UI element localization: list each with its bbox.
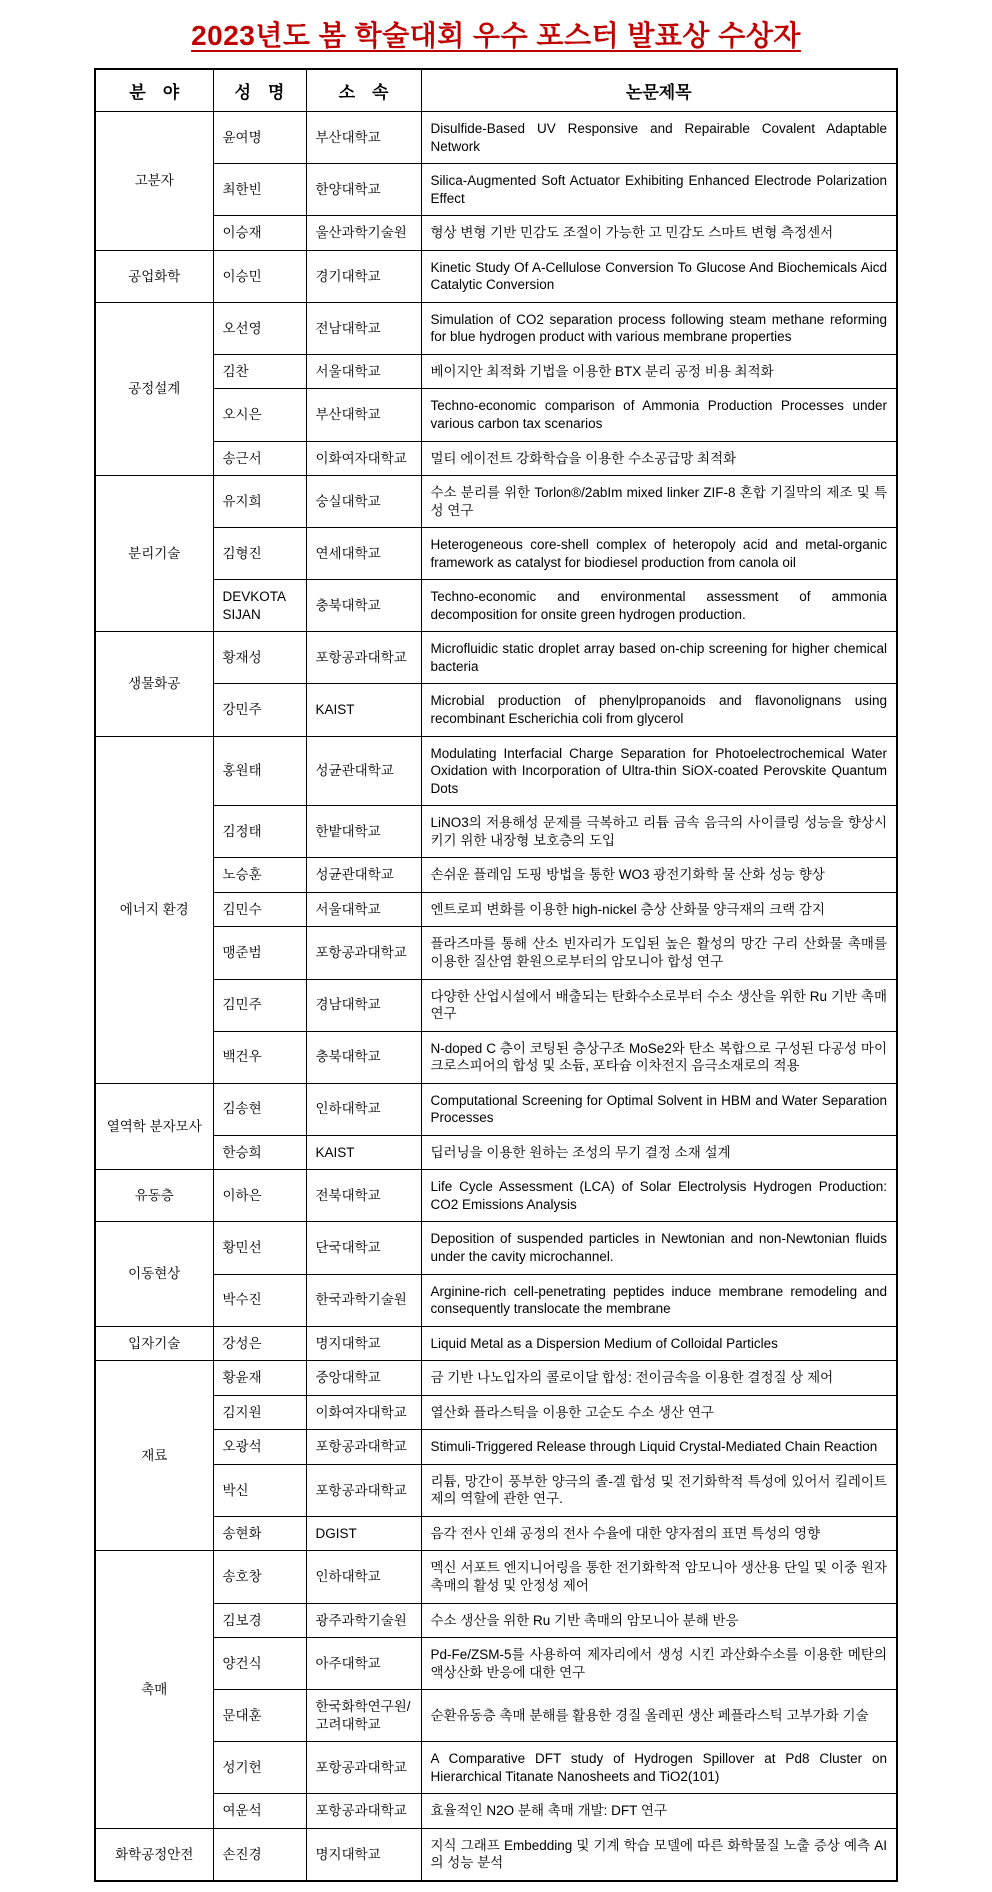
table-row (95, 1135, 897, 1170)
paper-title-cell: Kinetic Study Of A-Cellulose Conversion To Glucose And Biochemicals Aicd Catalytic Conversion (421, 250, 897, 302)
header-name: 성 명 (213, 69, 306, 112)
table-body (95, 112, 897, 1882)
affiliation-cell: 인하대학교 (306, 1551, 421, 1603)
name-cell: 황재성 (213, 632, 306, 684)
paper-title-cell: 엔트로피 변화를 이용한 high-nickel 층상 산화물 양극재의 크랙 감지 (421, 892, 897, 927)
table-row (95, 858, 897, 893)
table-row (95, 1222, 897, 1274)
name-cell: 여운석 (213, 1794, 306, 1829)
header-paper-title: 논문제목 (421, 69, 897, 112)
affiliation-cell: 포항공과대학교 (306, 1464, 421, 1516)
table-row (95, 302, 897, 354)
name-cell: 성기헌 (213, 1742, 306, 1794)
table-row (95, 1742, 897, 1794)
name-cell: 김지원 (213, 1395, 306, 1430)
name-cell: 김민수 (213, 892, 306, 927)
table-row (95, 1326, 897, 1361)
table-row (95, 1361, 897, 1396)
name-cell: 박신 (213, 1464, 306, 1516)
field-cell: 재료 (95, 1361, 213, 1551)
affiliation-cell: 광주과학기술원 (306, 1603, 421, 1638)
affiliation-cell: 성균관대학교 (306, 858, 421, 893)
name-cell: 김민주 (213, 979, 306, 1031)
affiliation-cell: 충북대학교 (306, 580, 421, 632)
field-cell: 이동현상 (95, 1222, 213, 1326)
paper-title-cell: 지식 그래프 Embedding 및 기계 학습 모델에 따른 화학물질 노출 증상 예측 AI의 성능 분석 (421, 1828, 897, 1881)
table-row (95, 736, 897, 806)
name-cell: 문대훈 (213, 1690, 306, 1742)
name-cell: 김형진 (213, 528, 306, 580)
affiliation-cell: 한국과학기술원 (306, 1274, 421, 1326)
affiliation-cell: 포항공과대학교 (306, 1742, 421, 1794)
paper-title-cell: 멀티 에이전트 강화학습을 이용한 수소공급망 최적화 (421, 441, 897, 476)
field-cell: 공정설계 (95, 302, 213, 475)
table-row (95, 806, 897, 858)
header-row (95, 69, 897, 112)
name-cell: 백건우 (213, 1031, 306, 1083)
paper-title-cell: LiNO3의 저용해성 문제를 극복하고 리튬 금속 음극의 사이클링 성능을 향상시키기 위한 내장형 보호층의 도입 (421, 806, 897, 858)
table-row (95, 580, 897, 632)
name-cell: 김정태 (213, 806, 306, 858)
name-cell: 손진경 (213, 1828, 306, 1881)
affiliation-cell: 이화여자대학교 (306, 441, 421, 476)
table-row (95, 250, 897, 302)
name-cell: 이승민 (213, 250, 306, 302)
affiliation-cell: 서울대학교 (306, 892, 421, 927)
paper-title-cell: 효율적인 N2O 분해 촉매 개발: DFT 연구 (421, 1794, 897, 1829)
paper-title-cell: Heterogeneous core-shell complex of heteropoly acid and metal-organic framework as catalyst for biodiesel production from canola oil (421, 528, 897, 580)
paper-title-cell: 열산화 플라스틱을 이용한 고순도 수소 생산 연구 (421, 1395, 897, 1430)
field-cell: 생물화공 (95, 632, 213, 736)
table-row (95, 112, 897, 164)
paper-title-cell: 멕신 서포트 엔지니어링을 통한 전기화학적 암모니아 생산용 단일 및 이중 원자 촉매의 활성 및 안정성 제어 (421, 1551, 897, 1603)
field-cell: 열역학 분자모사 (95, 1083, 213, 1170)
affiliation-cell: 울산과학기술원 (306, 216, 421, 251)
name-cell: 박수진 (213, 1274, 306, 1326)
paper-title-cell: 손쉬운 플레임 도핑 방법을 통한 WO3 광전기화학 물 산화 성능 향상 (421, 858, 897, 893)
field-cell: 촉매 (95, 1551, 213, 1828)
name-cell: 김찬 (213, 354, 306, 389)
table-row (95, 389, 897, 441)
paper-title-cell: Microfluidic static droplet array based on-chip screening for higher chemical bacteria (421, 632, 897, 684)
affiliation-cell: 포항공과대학교 (306, 1794, 421, 1829)
affiliation-cell: 명지대학교 (306, 1828, 421, 1881)
table-row (95, 164, 897, 216)
affiliation-cell: 부산대학교 (306, 112, 421, 164)
paper-title-cell: 딥러닝을 이용한 원하는 조성의 무기 결정 소재 설계 (421, 1135, 897, 1170)
affiliation-cell: 한양대학교 (306, 164, 421, 216)
table-row (95, 927, 897, 979)
table-row (95, 476, 897, 528)
table-row (95, 528, 897, 580)
table-row (95, 1603, 897, 1638)
name-cell: 오선영 (213, 302, 306, 354)
page-title-wrap (0, 14, 992, 54)
name-cell: 강민주 (213, 684, 306, 736)
affiliation-cell: 부산대학교 (306, 389, 421, 441)
affiliation-cell: 전북대학교 (306, 1170, 421, 1222)
field-cell: 고분자 (95, 112, 213, 251)
affiliation-cell: 전남대학교 (306, 302, 421, 354)
name-cell: 맹준범 (213, 927, 306, 979)
table-row (95, 632, 897, 684)
affiliation-cell: 한국화학연구원/고려대학교 (306, 1690, 421, 1742)
name-cell: 윤여명 (213, 112, 306, 164)
table-row (95, 1031, 897, 1083)
table-row (95, 979, 897, 1031)
name-cell: 송근서 (213, 441, 306, 476)
affiliation-cell: 포항공과대학교 (306, 1430, 421, 1465)
header-affiliation: 소 속 (306, 69, 421, 112)
paper-title-cell: Deposition of suspended particles in Newtonian and non-Newtonian fluids under the cavity microchannel. (421, 1222, 897, 1274)
table-row (95, 1828, 897, 1881)
name-cell: 이승재 (213, 216, 306, 251)
paper-title-cell: Simulation of CO2 separation process following steam methane reforming for blue hydrogen product with various membrane properties (421, 302, 897, 354)
paper-title-cell: 다양한 산업시설에서 배출되는 탄화수소로부터 수소 생산을 위한 Ru 기반 촉매 연구 (421, 979, 897, 1031)
paper-title-cell: 순환유동층 촉매 분해를 활용한 경질 올레핀 생산 페플라스틱 고부가화 기술 (421, 1690, 897, 1742)
affiliation-cell: 경남대학교 (306, 979, 421, 1031)
affiliation-cell: DGIST (306, 1516, 421, 1551)
table-row (95, 1395, 897, 1430)
paper-title-cell: Liquid Metal as a Dispersion Medium of Colloidal Particles (421, 1326, 897, 1361)
affiliation-cell: KAIST (306, 684, 421, 736)
table-header (95, 69, 897, 112)
paper-title-cell: 금 기반 나노입자의 콜로이달 합성: 전이금속을 이용한 결정질 상 제어 (421, 1361, 897, 1396)
name-cell: 이하은 (213, 1170, 306, 1222)
table-row (95, 1690, 897, 1742)
table-row (95, 441, 897, 476)
name-cell: 홍원태 (213, 736, 306, 806)
paper-title-cell: Life Cycle Assessment (LCA) of Solar Electrolysis Hydrogen Production: CO2 Emissions Analysis (421, 1170, 897, 1222)
paper-title-cell: N-doped C 층이 코팅된 층상구조 MoSe2와 탄소 복합으로 구성된 다공성 마이크로스피어의 합성 및 소듐, 포타슘 이차전지 음극소재로의 적용 (421, 1031, 897, 1083)
name-cell: 황윤재 (213, 1361, 306, 1396)
name-cell: 유지희 (213, 476, 306, 528)
name-cell: 양건식 (213, 1638, 306, 1690)
paper-title-cell: Modulating Interfacial Charge Separation for Photoelectrochemical Water Oxidation with Incorporation of Ultra-thin SiOX-coated Perovskite Quantum Dots (421, 736, 897, 806)
paper-title-cell: Techno-economic and environmental assessment of ammonia decomposition for onsite green hydrogen production. (421, 580, 897, 632)
name-cell: 강성은 (213, 1326, 306, 1361)
affiliation-cell: 서울대학교 (306, 354, 421, 389)
name-cell: DEVKOTA SIJAN (213, 580, 306, 632)
paper-title-cell: 음각 전사 인쇄 공정의 전사 수율에 대한 양자점의 표면 특성의 영향 (421, 1516, 897, 1551)
table-row (95, 684, 897, 736)
paper-title-cell: Arginine-rich cell-penetrating peptides induce membrane remodeling and consequently translocate the membrane (421, 1274, 897, 1326)
paper-title-cell: 플라즈마를 통해 산소 빈자리가 도입된 높은 활성의 망간 구리 산화물 촉매를 이용한 질산염 환원으로부터의 암모니아 합성 연구 (421, 927, 897, 979)
affiliation-cell: 중앙대학교 (306, 1361, 421, 1396)
field-cell: 분리기술 (95, 476, 213, 632)
awards-table (94, 68, 898, 1882)
field-cell: 공업화학 (95, 250, 213, 302)
name-cell: 노승훈 (213, 858, 306, 893)
paper-title-cell: Techno-economic comparison of Ammonia Production Processes under various carbon tax scenarios (421, 389, 897, 441)
table-row (95, 1516, 897, 1551)
header-field: 분 야 (95, 69, 213, 112)
table-row (95, 354, 897, 389)
paper-title-cell: 수소 생산을 위한 Ru 기반 촉매의 암모니아 분해 반응 (421, 1603, 897, 1638)
paper-title-cell: Disulfide-Based UV Responsive and Repairable Covalent Adaptable Network (421, 112, 897, 164)
affiliation-cell: 성균관대학교 (306, 736, 421, 806)
table-row (95, 1794, 897, 1829)
name-cell: 최한빈 (213, 164, 306, 216)
paper-title-cell: 수소 분리를 위한 Torlon®/2abIm mixed linker ZIF-8 혼합 기질막의 제조 및 특성 연구 (421, 476, 897, 528)
name-cell: 한승희 (213, 1135, 306, 1170)
paper-title-cell: 베이지안 최적화 기법을 이용한 BTX 분리 공정 비용 최적화 (421, 354, 897, 389)
page-title: 2023년도 봄 학술대회 우수 포스터 발표상 수상자 (191, 20, 801, 51)
name-cell: 오광석 (213, 1430, 306, 1465)
field-cell: 입자기술 (95, 1326, 213, 1361)
affiliation-cell: 이화여자대학교 (306, 1395, 421, 1430)
table-row (95, 1638, 897, 1690)
table-row (95, 892, 897, 927)
field-cell: 화학공정안전 (95, 1828, 213, 1881)
affiliation-cell: 숭실대학교 (306, 476, 421, 528)
affiliation-cell: 단국대학교 (306, 1222, 421, 1274)
paper-title-cell: Microbial production of phenylpropanoids and flavonolignans using recombinant Escherichia coli from glycerol (421, 684, 897, 736)
table-row (95, 1274, 897, 1326)
affiliation-cell: 명지대학교 (306, 1326, 421, 1361)
table-row (95, 1464, 897, 1516)
name-cell: 황민선 (213, 1222, 306, 1274)
affiliation-cell: 연세대학교 (306, 528, 421, 580)
name-cell: 오시은 (213, 389, 306, 441)
affiliation-cell: 인하대학교 (306, 1083, 421, 1135)
table-row (95, 1083, 897, 1135)
name-cell: 김보경 (213, 1603, 306, 1638)
paper-title-cell: Stimuli-Triggered Release through Liquid Crystal-Mediated Chain Reaction (421, 1430, 897, 1465)
field-cell: 에너지 환경 (95, 736, 213, 1083)
affiliation-cell: 포항공과대학교 (306, 632, 421, 684)
table-row (95, 1170, 897, 1222)
table-row (95, 1430, 897, 1465)
paper-title-cell: Computational Screening for Optimal Solvent in HBM and Water Separation Processes (421, 1083, 897, 1135)
field-cell: 유동층 (95, 1170, 213, 1222)
name-cell: 김송현 (213, 1083, 306, 1135)
affiliation-cell: 포항공과대학교 (306, 927, 421, 979)
affiliation-cell: 한밭대학교 (306, 806, 421, 858)
table-row (95, 216, 897, 251)
name-cell: 송호창 (213, 1551, 306, 1603)
paper-title-cell: 리튬, 망간이 풍부한 양극의 졸-겔 합성 및 전기화학적 특성에 있어서 킬레이트제의 역할에 관한 연구. (421, 1464, 897, 1516)
affiliation-cell: KAIST (306, 1135, 421, 1170)
paper-title-cell: Pd-Fe/ZSM-5를 사용하여 제자리에서 생성 시킨 과산화수소를 이용한 메탄의 액상산화 반응에 대한 연구 (421, 1638, 897, 1690)
affiliation-cell: 충북대학교 (306, 1031, 421, 1083)
paper-title-cell: Silica-Augmented Soft Actuator Exhibiting Enhanced Electrode Polarization Effect (421, 164, 897, 216)
affiliation-cell: 아주대학교 (306, 1638, 421, 1690)
name-cell: 송현화 (213, 1516, 306, 1551)
table-row (95, 1551, 897, 1603)
affiliation-cell: 경기대학교 (306, 250, 421, 302)
paper-title-cell: A Comparative DFT study of Hydrogen Spillover at Pd8 Cluster on Hierarchical Titanate Nanosheets and TiO2(101) (421, 1742, 897, 1794)
paper-title-cell: 형상 변형 기반 민감도 조절이 가능한 고 민감도 스마트 변형 측정센서 (421, 216, 897, 251)
